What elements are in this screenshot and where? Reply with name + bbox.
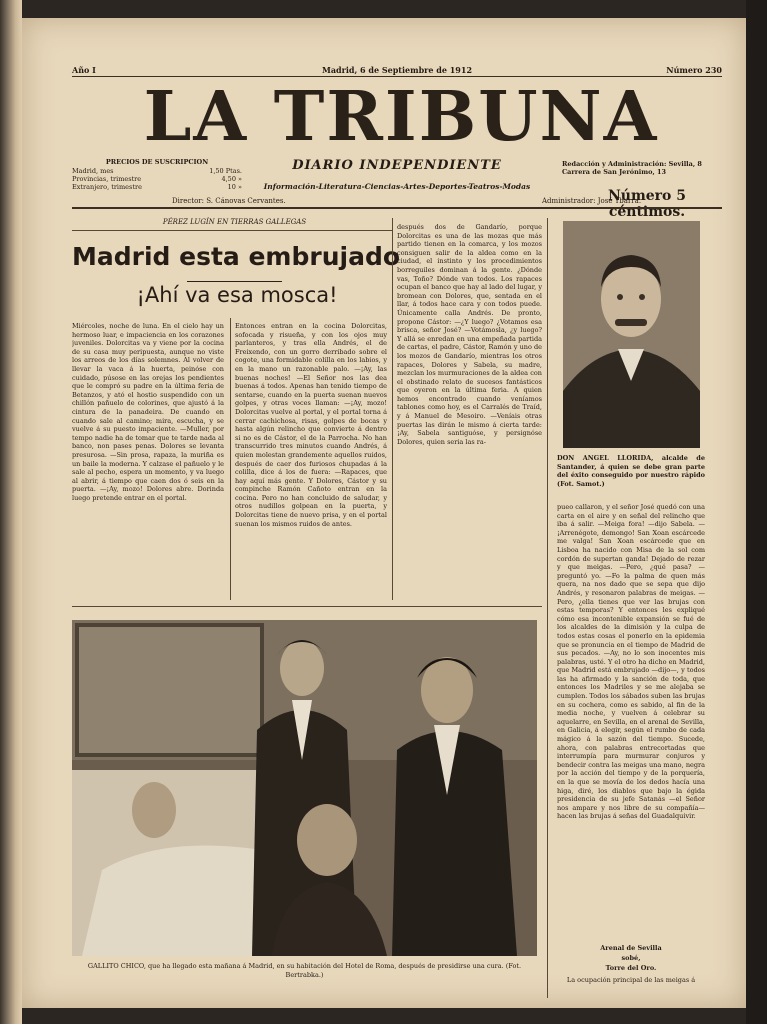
issue-number: Número 230 — [666, 65, 722, 75]
price-value: 10 » — [227, 183, 242, 191]
article-column-1: Miércoles, noche de luna. En el cielo hay un hermoso luar, e impaciencia en los corazones juveniles. Dolorcitas va y viene por la cocina de su casa muy peripuesta, aunque no viste los arreos de los días solemnes. Al volver de llevar la vaca á la huerta, peinóse con cuidado, púsose en las orejas los pendientes que le compró su padre en la última feria de Betanzos, y ató el hostio suspendido con un chillón pañuelo de colorines, que ajustó á la cintura de la panadeira. De cuando en cuando sale al camino; mira, escucha, y se vuelve á su puesto impaciente. —Muller, por tempo nadie ha de tomar que te tarde nada al banco, non pases penas. Dolores se levanta presurosa. —Sin prosa, rapaza, la muriña es un baile la moderna. Y calzase el pañuelo y le sale al pecho, espera un momento, y va luego al abrir, á tiempo que caen dos ó seis en la puerta. —¡Ay, mozo! Dolores abre. Dorinda luego pretende entrar en el portal. — [72, 322, 224, 502]
section-rule — [72, 606, 542, 607]
subscription-prices — [72, 158, 242, 191]
header-rule — [72, 207, 722, 209]
article-column-2: Entonces entran en la cocina Dolorcitas, sofocada y risueña, y con los ojos muy parlanteros, y tras ella Andrés, el de Freixendo, con un gorro derribado sobre el cogote, una formidable colilla en los labios, y en la mano un razonable palo. —¡Ay, las buenas noches! —El Señor nos las dea buenas á todos. Apenas han tenido tiempo de sentarse, cuando en la puerta suenan nuevos golpes, y otras voces llaman: —¡Ay, mozo! Dolorcitas vuelve al portal, y el portal torna á cerrar cachichosa, risas, golpes de bocas y hasta algún relincho que convierte á dentro si no es de Cástor, el de la Parrocha. No han transcurrido tres minutos cuando Andrés, á quien molestan grandemente aquellos ruidos, después de caer dos furiosos chupadas á la colilla, dice á los de fuera: —Rapaces, que hay aquí más gente. Y Dolores, Cástor y su compinche Ramón Cañoto entran en la cocina. Pero no han concluido de saludar, y otros nudillos golpean en la puerta, y Dolorcitas tiene de nuevo prisa, y en el portal suenan los mismos ruidos de antes. — [235, 322, 387, 528]
newspaper-page — [22, 18, 746, 1008]
main-photo — [72, 620, 537, 956]
price-row — [72, 175, 242, 183]
price-place: Provincias, trimestre — [72, 175, 142, 183]
column-rule — [547, 218, 548, 998]
article-kicker: PÉREZ LUGÍN EN TIERRAS GALLEGAS — [162, 218, 307, 226]
article-column-3: después dos de Gandarío, porque Dolorcitas es una de las mozas que más partido tienen en la comarca, y los mozos consiguen salir de la aldea como en la ciudad, el instinto y los procedimientos borreguiles dominan á la gente. ¿Dónde vas, Toño? Dónde van todos. Los rapaces ocupan el banco que hay al lado del lugar, y bromean con Dolores, que, sentada en el llar, á todos hace cara y con todos puede. Únicamente calla Andrés. De pronto, propone Cástor: —¿Y luego? ¿Votamos esa brisca, señor José? —Votámosla, ¿y luego? Y allá se enredan en una empeñada partida de cartas, el padre, Cástor, Ramón y uno de los mozos de Gandarío, mientras los otros rapaces, Dolores y Sabela, su madre, mezclan los murmuraciones de la aldea con el obstinado relato de sucesos fantásticos que oyeron en la última feria. A quien hemos encontrado cuando veníamos tablones como hoy, es el Carralés de Traíd, y á Manuel de Mesoiro. —Veníais otras puertas las dirán le mismo á cierta tarde: ¡Ay, Sabela santiguóse, y persignóse Dolores, quien seria las ra- — [397, 223, 542, 446]
portrait-illustration — [563, 221, 700, 448]
signoff-3: Torre del Oro. — [605, 964, 657, 972]
column-rule — [230, 318, 231, 600]
portrait-caption: DON ANGEL LLORIDA, alcalde de Santander, á quien se debe gran parte del éxito conseguido por nuestro rápido (Fot. Samot.) — [557, 454, 705, 488]
kicker-rule — [72, 230, 392, 231]
signoff-1: Arenal de Sevilla — [600, 944, 662, 952]
article-column-4: pueo callaron, y el señor José quedó con una carta en el aire y en señal del relincho que iba á salir. —Meiga fora! —dijo Sabela. —¡Arrenégote, demongo! San Xoan escárcede me valga! San Xoan escárcede que en Lisboa ha nacido con Misa de la sol com cordón de supertan ganda! Dejado de rezar y que meigas. —Pero, ¿qué pasa? —preguntó yo. —Fo la palma de quen más quera, na nos dado que se sepa que dijo Andrés, y resonaron palabras de meigas. —Pero, ¿ella tienes que ver las brujas con estas temporas? Y entonces les expliqué cómo esa incontenible expansión se fué de los alcaldes de la dimisión y la culpa de todos estas cosas el ponerlo en la epidemia que se pronuncia en el tiempo de Madrid de sus pecados. —Ay, no lo son inocentes mis palabras, usté. Y el otro ha dicho en Madrid, que Madrid está embrujado —dijo—, y todos las ha afirmado y la sanción de toda, que entonces los Madriles y se me alejaba se cumplen. Todos los sábados suben las brujas en su cochera, como es sabido, al fin de la media noche, y vuelven á celebrar su aquelarre, en Sevilla, en el arenal de Sevilla, en Galicia, á elegir, según el rumbo de cada mágico á la sazón del tiempo. Sucede, ahora, con palabras entrecortadas que interrumpía para murmurar conjuros y bendecir contra las meigas una mano, negra por la acción del tiempo y de la porquería, en la que se movía de los dedos hacía una higa, diré, los diablos que bajo la égida presidencia de su jefe Satanás —el Señor nos ampare y nos libre de su compañía— hacen las brujas á señas del Guadalquivir. — [557, 503, 705, 821]
masthead-tagline: Información-Literatura-Ciencias-Artes-Deportes-Teatros-Modas — [263, 182, 531, 191]
headline-rule — [187, 281, 282, 282]
redaccion-line-2: Carrera de San Jerónimo, 13 — [562, 168, 667, 176]
price-place: Madrid, mes — [72, 167, 114, 175]
masthead-title: LA TRIBUNA — [143, 77, 659, 157]
price-row — [72, 183, 242, 191]
year-label: Año I — [72, 65, 96, 75]
issue-price: Número 5 céntimos. — [607, 188, 687, 220]
director-line: Director: S. Cánovas Cervantes. — [172, 197, 286, 205]
price-value: 1,50 Ptas. — [209, 167, 242, 175]
redaccion-info — [562, 160, 722, 176]
article-subheadline: ¡Ahí va esa mosca! — [136, 283, 338, 307]
signoff-2: sobé, — [621, 954, 641, 962]
article-headline: Madrid esta embrujado — [71, 242, 401, 271]
hotel-room-illustration — [72, 620, 537, 956]
masthead-subtitle: DIARIO INDEPENDIENTE — [292, 158, 502, 173]
column-rule — [392, 218, 393, 600]
redaccion-line: Redacción y Administración: Sevilla, 8 — [562, 160, 702, 168]
prices-title: PRECIOS DE SUSCRIPCION — [105, 158, 209, 166]
main-photo-caption: GALLITO CHICO, que ha llegado esta mañana á Madrid, en su habitación del Hotel de Roma, después de presidirse una cura. (Fot. Bertrabka.) — [87, 962, 522, 979]
price-row — [72, 167, 242, 175]
final-line: La ocupación principal de las meigas á — [566, 976, 696, 984]
book-spine — [0, 0, 22, 1024]
dateline: Madrid, 6 de Septiembre de 1912 — [321, 65, 473, 75]
price-value: 4,50 » — [221, 175, 242, 183]
portrait-photo — [563, 221, 700, 448]
price-place: Extranjero, trimestre — [72, 183, 142, 191]
administrator-line: Administrador: José Ybarra. — [542, 197, 642, 205]
page-edge-shadow — [746, 0, 767, 1024]
